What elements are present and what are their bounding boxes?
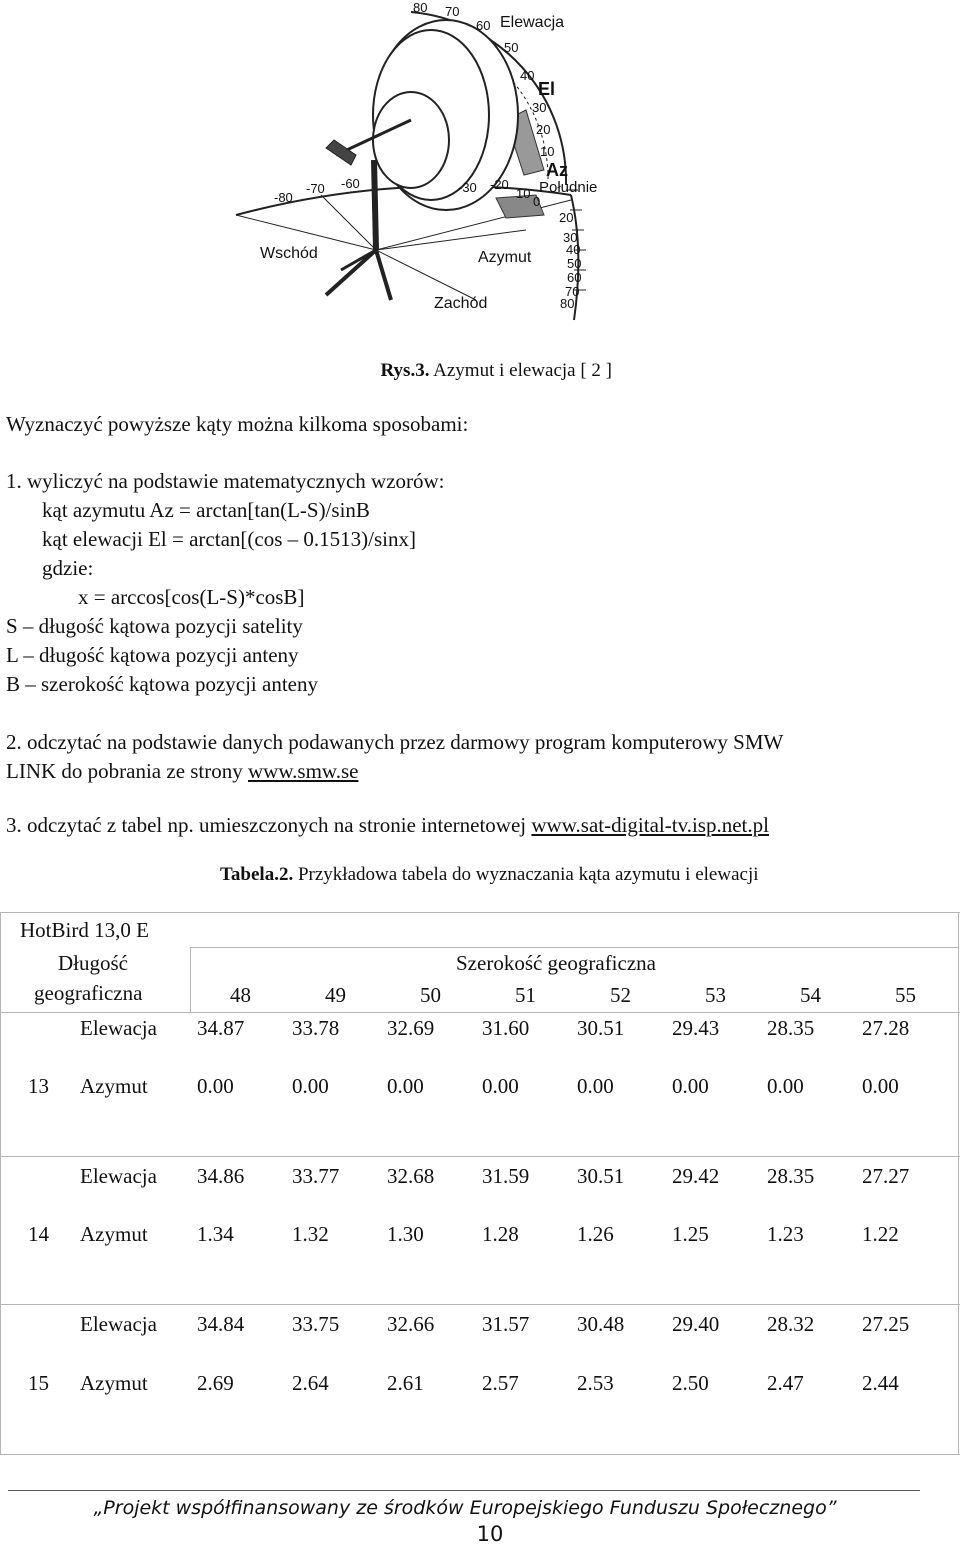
row-14-elevation-51: 31.59 xyxy=(482,1164,530,1188)
row-13-elevation-55: 27.28 xyxy=(862,1016,910,1040)
smw-link[interactable]: www.smw.se xyxy=(248,759,359,783)
row-13-azimuth-53: 0.00 xyxy=(672,1074,709,1098)
figure-caption-text: Azymut i elewacja [ 2 ] xyxy=(429,360,612,381)
sat-digital-link[interactable]: www.sat-digital-tv.isp.net.pl xyxy=(531,813,769,837)
row-15-azimuth-52: 2.53 xyxy=(577,1371,614,1395)
az-scale-80: 80 xyxy=(560,296,575,311)
table-caption-number: Tabela.2. xyxy=(220,864,294,885)
row-15-azimuth-48: 2.69 xyxy=(197,1371,234,1395)
row-14-elevation-53: 29.42 xyxy=(672,1164,720,1188)
row-13-azimuth-52: 0.00 xyxy=(577,1074,614,1098)
row-13-azimuth-label: Azymut xyxy=(80,1074,148,1098)
row-13-elevation-49: 33.78 xyxy=(292,1016,340,1040)
dish-figure xyxy=(226,0,616,330)
row-15-elevation-52: 30.48 xyxy=(577,1312,625,1336)
row-14-azimuth-54: 1.23 xyxy=(767,1222,804,1246)
elev-scale-40: 40 xyxy=(520,68,535,83)
latitude-header: Szerokość geograficzna xyxy=(456,951,656,975)
elev-scale-30: 30 xyxy=(532,100,547,115)
az-left-scale-m70: -70 xyxy=(306,181,325,196)
elev-scale-10: 10 xyxy=(540,144,555,159)
row-15-azimuth-49: 2.64 xyxy=(292,1371,329,1395)
row-13-elevation-50: 32.69 xyxy=(387,1016,435,1040)
az-scale-70: 70 xyxy=(565,284,580,299)
elev-scale-20: 20 xyxy=(536,122,551,137)
row-13-azimuth-50: 0.00 xyxy=(387,1074,424,1098)
az-scale-60: 60 xyxy=(567,270,582,285)
latitude-55: 55 xyxy=(895,983,916,1007)
az-scale-20: 20 xyxy=(559,210,574,225)
page-number: 10 xyxy=(476,1522,504,1546)
az-scale-40: 40 xyxy=(566,242,581,257)
elev-scale-80: 80 xyxy=(413,0,428,15)
azimuth-label: Azymut xyxy=(478,249,532,266)
row-14-elevation-label: Elewacja xyxy=(80,1164,157,1188)
method1-line1: 1. wyliczyć na podstawie matematycznych wzorów: xyxy=(6,469,445,493)
row-13-elevation-48: 34.87 xyxy=(197,1016,245,1040)
row-14-azimuth-55: 1.22 xyxy=(862,1222,899,1246)
row-13-azimuth-55: 0.00 xyxy=(862,1074,899,1098)
row-15-azimuth-55: 2.44 xyxy=(862,1371,899,1395)
method2-line2-text: LINK do pobrania ze strony xyxy=(6,759,249,783)
row-13-elevation-54: 28.35 xyxy=(767,1016,815,1040)
row-13-elevation-53: 29.43 xyxy=(672,1016,720,1040)
method2-line2 xyxy=(6,757,358,786)
row-15-elevation-50: 32.66 xyxy=(387,1312,435,1336)
row-14-elevation-54: 28.35 xyxy=(767,1164,815,1188)
row-14-elevation-49: 33.77 xyxy=(292,1164,340,1188)
az-scale-50: 50 xyxy=(567,256,582,271)
method1-def-b: B – szerokość kątowa pozycji anteny xyxy=(6,672,318,696)
method1-elevation-formula: kąt elewacji El = arctan[(cos – 0.1513)/sinx] xyxy=(42,527,416,551)
method1-azimuth-formula: kąt azymutu Az = arctan[tan(L-S)/sinB xyxy=(42,498,370,522)
row-14-elevation-50: 32.68 xyxy=(387,1164,435,1188)
table-caption xyxy=(220,864,759,886)
latitude-48: 48 xyxy=(230,983,251,1007)
row-15-elevation-54: 28.32 xyxy=(767,1312,815,1336)
latitude-49: 49 xyxy=(325,983,346,1007)
longitude-header-1: Długość xyxy=(58,951,128,975)
intro-text: Wyznaczyć powyższe kąty można kilkoma sposobami: xyxy=(6,412,469,436)
row-14-elevation-48: 34.86 xyxy=(197,1164,245,1188)
dish-illustration xyxy=(226,0,616,330)
az-center-scale-m30: -30 xyxy=(458,180,477,195)
row-15-elevation-55: 27.25 xyxy=(862,1312,910,1336)
row-14-azimuth-53: 1.25 xyxy=(672,1222,709,1246)
footer-divider xyxy=(8,1490,920,1491)
row-13-elevation-51: 31.60 xyxy=(482,1016,530,1040)
method1-def-l: L – długość kątowa pozycji anteny xyxy=(6,643,299,667)
azimuth-elevation-table xyxy=(0,912,960,1457)
west-label: Zachód xyxy=(434,295,488,312)
row-14-azimuth-49: 1.32 xyxy=(292,1222,329,1246)
row-14-elevation-55: 27.27 xyxy=(862,1164,910,1188)
row-14-elevation-52: 30.51 xyxy=(577,1164,625,1188)
row-15-azimuth-54: 2.47 xyxy=(767,1371,804,1395)
row-13-azimuth-54: 0.00 xyxy=(767,1074,804,1098)
row-14-azimuth-52: 1.26 xyxy=(577,1222,614,1246)
row-13-elevation-label: Elewacja xyxy=(80,1016,157,1040)
row-15-azimuth-50: 2.61 xyxy=(387,1371,424,1395)
elevation-label: Elewacja xyxy=(500,14,565,31)
row-14-azimuth-48: 1.34 xyxy=(197,1222,234,1246)
east-label: Wschód xyxy=(260,245,318,262)
elev-scale-60: 60 xyxy=(476,18,491,33)
method3-text: 3. odczytać z tabel np. umieszczonych na stronie internetowej xyxy=(6,813,532,837)
az-scale-10: 10 xyxy=(516,186,531,201)
row-13-elevation-52: 30.51 xyxy=(577,1016,625,1040)
latitude-50: 50 xyxy=(420,983,441,1007)
method2-line1: 2. odczytać na podstawie danych podawanych przez darmowy program komputerowy SMW xyxy=(6,730,784,754)
table-title: HotBird 13,0 E xyxy=(20,918,149,942)
elev-scale-50: 50 xyxy=(504,40,519,55)
row-15-elevation-49: 33.75 xyxy=(292,1312,340,1336)
row-13-azimuth-49: 0.00 xyxy=(292,1074,329,1098)
figure-caption xyxy=(0,360,612,382)
longitude-13: 13 xyxy=(28,1074,49,1098)
method1-x-formula: x = arccos[cos(L-S)*cosB] xyxy=(78,585,305,609)
row-15-azimuth-53: 2.50 xyxy=(672,1371,709,1395)
latitude-51: 51 xyxy=(515,983,536,1007)
method1-where: gdzie: xyxy=(42,556,94,580)
row-13-azimuth-51: 0.00 xyxy=(482,1074,519,1098)
longitude-header-2: geograficzna xyxy=(34,981,143,1005)
latitude-54: 54 xyxy=(800,983,821,1007)
row-15-azimuth-51: 2.57 xyxy=(482,1371,519,1395)
row-15-elevation-label: Elewacja xyxy=(80,1312,157,1336)
row-14-azimuth-50: 1.30 xyxy=(387,1222,424,1246)
row-15-elevation-51: 31.57 xyxy=(482,1312,530,1336)
row-15-elevation-53: 29.40 xyxy=(672,1312,720,1336)
row-15-elevation-48: 34.84 xyxy=(197,1312,245,1336)
az-left-scale-m80: -80 xyxy=(274,190,293,205)
az-scale-30: 30 xyxy=(563,230,578,245)
row-14-azimuth-label: Azymut xyxy=(80,1222,148,1246)
longitude-15: 15 xyxy=(28,1371,49,1395)
longitude-14: 14 xyxy=(28,1222,49,1246)
latitude-52: 52 xyxy=(610,983,631,1007)
latitude-53: 53 xyxy=(705,983,726,1007)
az-label: Az xyxy=(546,160,568,180)
az-center-scale-m20: -20 xyxy=(490,177,509,192)
row-14-azimuth-51: 1.28 xyxy=(482,1222,519,1246)
el-label: El xyxy=(538,79,556,99)
row-15-azimuth-label: Azymut xyxy=(80,1371,148,1395)
method3-line xyxy=(6,811,769,840)
south-label: Południe xyxy=(539,179,598,196)
elev-scale-70: 70 xyxy=(445,4,460,19)
table-caption-text: Przykładowa tabela do wyznaczania kąta azymutu i elewacji xyxy=(293,864,759,885)
footer-text: „Projekt współfinansowany ze środków Europejskiego Funduszu Społecznego” xyxy=(93,1497,837,1519)
method1-def-s: S – długość kątowa pozycji satelity xyxy=(6,614,303,638)
row-13-azimuth-48: 0.00 xyxy=(197,1074,234,1098)
az-left-scale-m60: -60 xyxy=(341,176,360,191)
figure-caption-number: Rys.3. xyxy=(380,360,430,381)
az-scale-0: 0 xyxy=(533,194,541,209)
